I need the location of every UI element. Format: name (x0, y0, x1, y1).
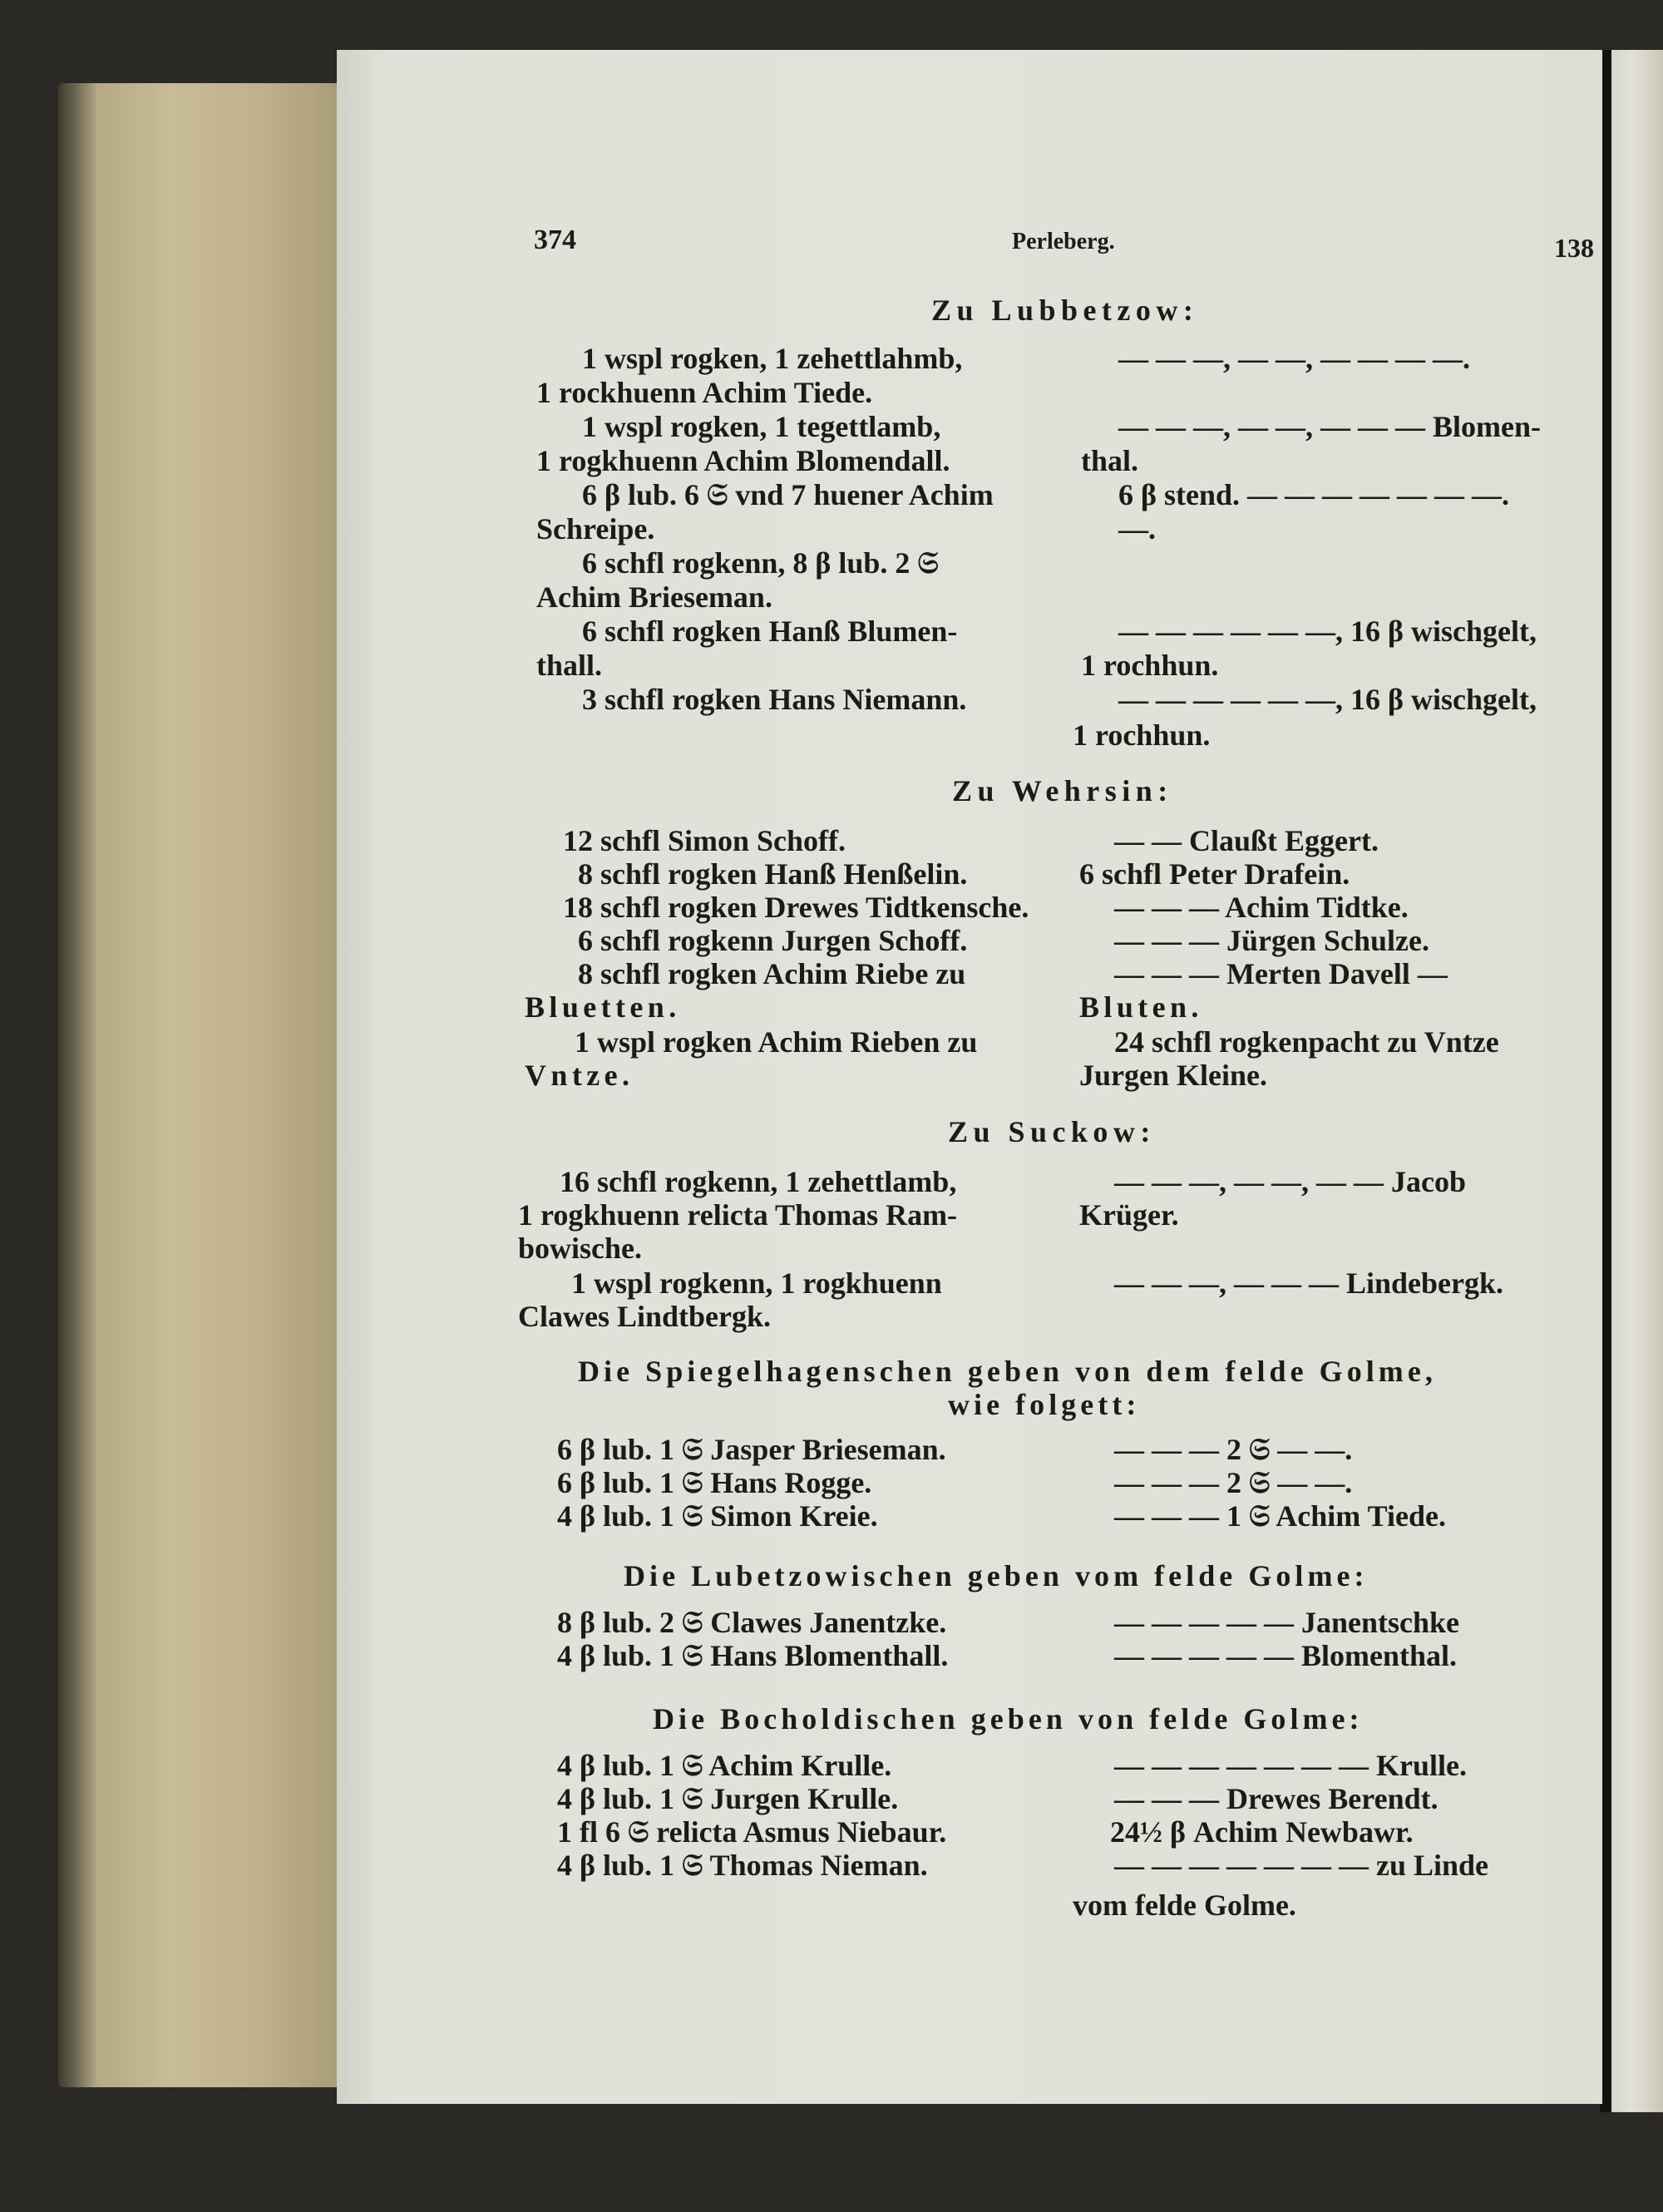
text-line: — — — Jürgen Schulze. (1114, 924, 1430, 957)
text-line: — — — Drewes Berendt. (1114, 1782, 1438, 1815)
text-line: 8 schfl rogken Hanß Henßelin. (578, 857, 968, 891)
text-line: 4 β lub. 1 𝔖 Simon Kreie. (557, 1499, 878, 1533)
text-line: — — —, — —, — — — Blomen- (1118, 410, 1541, 443)
text-line: 1 rogkhuenn Achim Blomendall. (536, 444, 950, 477)
text-line: thal. (1081, 444, 1139, 477)
text-line: — — — — — —, 16 β wischgelt, (1118, 615, 1537, 648)
text-line: — — —, — —, — — Jacob (1114, 1165, 1466, 1198)
text-line: 18 schfl rogken Drewes Tidtkensche. (563, 891, 1029, 924)
text-line: 3 schfl rogken Hans Niemann. (582, 683, 967, 716)
text-line: — — — 2 𝔖 — —. (1114, 1433, 1353, 1466)
section-heading: Zu Suckow: (948, 1115, 1156, 1148)
text-line: Krüger. (1079, 1198, 1179, 1232)
running-title: Perleberg. (1012, 229, 1115, 254)
text-line: bowische. (518, 1232, 643, 1265)
text-line: 6 β stend. — — — — — — —. (1118, 478, 1509, 511)
section-heading: Die Bocholdischen geben von felde Golme: (653, 1702, 1364, 1736)
section-heading: Die Lubetzowischen geben vom felde Golme: (624, 1559, 1369, 1592)
text-line: 1 wspl rogken, 1 zehettlahmb, (582, 342, 963, 375)
text-line: 12 schfl Simon Schoff. (563, 824, 846, 857)
section-heading: Zu Lubbetzow: (931, 294, 1199, 327)
text-line: 6 schfl rogken Hanß Blumen- (582, 615, 958, 648)
text-line: thall. (536, 649, 603, 682)
text-line: Achim Brieseman. (536, 580, 772, 614)
text-line: 1 wspl rogken Achim Rieben zu (575, 1025, 978, 1059)
text-line: 16 schfl rogkenn, 1 zehettlamb, (560, 1165, 957, 1198)
text-line: — — — — — Blomenthal. (1114, 1639, 1458, 1672)
text-line: Bluten. (1079, 990, 1203, 1024)
text-line: 1 rochhun. (1081, 649, 1219, 682)
text-line: — — — 1 𝔖 Achim Tiede. (1114, 1499, 1446, 1533)
text-line: — — —, — —, — — — —. (1118, 342, 1470, 375)
text-line: 6 β lub. 6 𝔖 vnd 7 huener Achim (582, 478, 994, 511)
page-number: 374 (534, 225, 576, 255)
margin-number: 138 (1554, 233, 1594, 263)
text-line: 4 β lub. 1 𝔖 Jurgen Krulle. (557, 1782, 899, 1815)
text-line: — — — Merten Davell — (1114, 957, 1448, 990)
text-line: — — — — — — — zu Linde (1114, 1849, 1489, 1882)
text-line: 24½ β Achim Newbawr. (1110, 1815, 1414, 1849)
section-heading: Die Spiegelhagenschen geben von dem felde Golme, (578, 1355, 1437, 1388)
text-line: Vntze. (525, 1059, 634, 1092)
text-line: — — — — — Janentschke (1114, 1606, 1460, 1639)
text-line: 1 wspl rogkenn, 1 rogkhuenn (571, 1266, 942, 1300)
book-page (337, 50, 1602, 2104)
text-line: —. (1118, 512, 1156, 546)
text-line: — — — — — —, 16 β wischgelt, (1118, 683, 1537, 716)
text-line: — — —, — — — Lindebergk. (1114, 1266, 1504, 1300)
next-page-edge (1611, 50, 1663, 2112)
text-line: 1 rockhuenn Achim Tiede. (536, 376, 873, 409)
text-line: 24 schfl rogkenpacht zu Vntze (1114, 1025, 1499, 1059)
section-heading: wie folgett: (948, 1388, 1141, 1421)
text-line: 4 β lub. 1 𝔖 Achim Krulle. (557, 1749, 892, 1782)
text-line: 1 fl 6 𝔖 relicta Asmus Niebaur. (557, 1815, 947, 1849)
text-line: 6 schfl rogkenn, 8 β lub. 2 𝔖 (582, 546, 939, 580)
text-line: Bluetten. (525, 990, 681, 1024)
book-page-edges (58, 83, 341, 2087)
text-line: 1 rogkhuenn relicta Thomas Ram- (518, 1198, 958, 1232)
text-line: 6 schfl rogkenn Jurgen Schoff. (578, 924, 968, 957)
text-line: Jurgen Kleine. (1079, 1059, 1267, 1092)
text-line: 4 β lub. 1 𝔖 Hans Blomenthall. (557, 1639, 949, 1672)
text-line: Clawes Lindtbergk. (518, 1300, 772, 1333)
text-line: — — Claußt Eggert. (1114, 824, 1379, 857)
text-line: 6 β lub. 1 𝔖 Hans Rogge. (557, 1466, 872, 1499)
text-line: Schreipe. (536, 512, 655, 546)
text-line: 4 β lub. 1 𝔖 Thomas Nieman. (557, 1849, 928, 1882)
text-line: — — — Achim Tidtke. (1114, 891, 1409, 924)
text-line: 1 rochhun. (1073, 718, 1211, 752)
text-line: — — — 2 𝔖 — —. (1114, 1466, 1353, 1499)
text-line: 1 wspl rogken, 1 tegettlamb, (582, 410, 941, 443)
text-line: 6 β lub. 1 𝔖 Jasper Brieseman. (557, 1433, 946, 1466)
text-line: 8 β lub. 2 𝔖 Clawes Janentzke. (557, 1606, 947, 1639)
text-line: 6 schfl Peter Drafein. (1079, 857, 1350, 891)
text-line: vom felde Golme. (1073, 1889, 1296, 1922)
text-line: 8 schfl rogken Achim Riebe zu (578, 957, 966, 990)
text-line: — — — — — — — Krulle. (1114, 1749, 1467, 1782)
section-heading: Zu Wehrsin: (952, 774, 1173, 807)
